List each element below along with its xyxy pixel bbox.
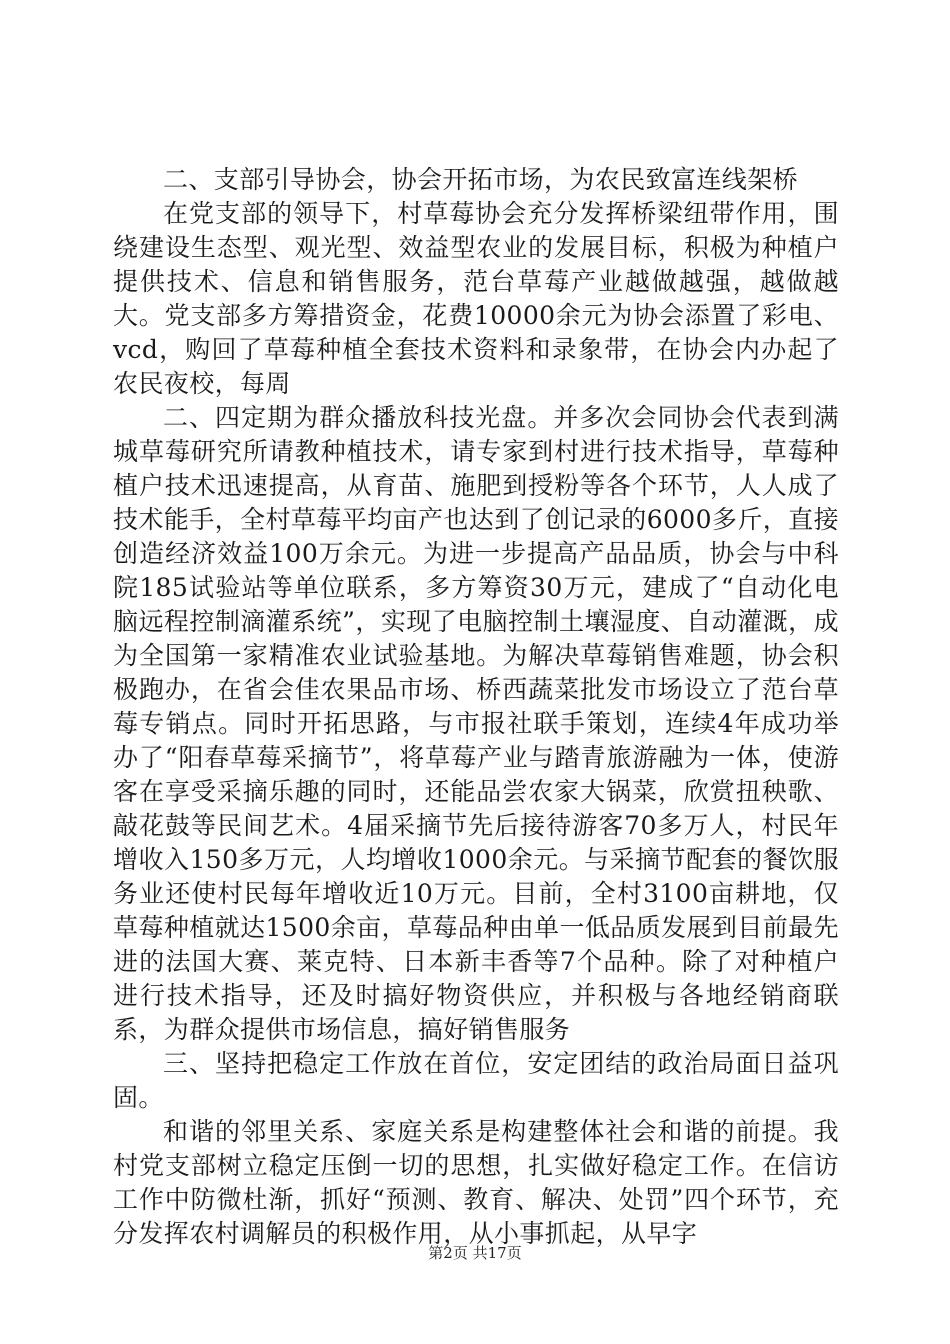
document-body — [113, 163, 839, 1251]
body-paragraph: 和谐的邻里关系、家庭关系是构建整体社会和谐的前提。我村党支部树立稳定压倒一切的思想，扎实做好稳定工作。在信访工作中防微杜渐，抓好“预测、教育、解决、处罚”四个环节，充分发挥农村调解员的积极作用，从小事抓起，从早字 — [113, 1117, 839, 1248]
body-paragraph: 二、四定期为群众播放科技光盘。并多次会同协会代表到满城草莓研究所请教种植技术，请专家到村进行技术指导，草莓种植户技术迅速提高，从育苗、施肥到授粉等各个环节，人人成了技术能手，全村草莓平均亩产也达到了创记录的6000多斤，直接创造经济效益100万余元。为进一步提高产品品质，协会与中科院185试验站等单位联系，多方筹资30万元，建成了“自动化电脑远程控制滴灌系统”，实现了电脑控制土壤湿度、自动灌溉，成为全国第一家精准农业试验基地。为解决草莓销售难题，协会积极跑办，在省会佳农果品市场、桥西蔬菜批发市场设立了范台草莓专销点。同时开拓思路，与市报社联手策划，连续4年成功举办了“阳春草莓采摘节”，将草莓产业与踏青旅游融为一体，使游客在享受采摘乐趣的同时，还能品尝农家大锅菜，欣赏扭秧歌、敲花鼓等民间艺术。4届采摘节先后接待游客70多万人，村民年增收入150多万元，人均增收1000余元。与采摘节配套的餐饮服务业还使村民每年增收近10万元。目前，全村3100亩耕地，仅草莓种植就达1500余亩，草莓品种由单一低品质发展到目前最先进的法国大赛、莱克特、日本新丰香等7个品种。除了对种植户进行技术指导，还及时搞好物资供应，并积极与各地经销商联系，为群众提供市场信息，搞好销售服务 — [113, 403, 839, 1044]
section-heading-3: 三、坚持把稳定工作放在首位，安定团结的政治局面日益巩固。 — [113, 1049, 839, 1112]
page-number-footer: 第2页 共17页 — [428, 1244, 522, 1262]
section-heading-2: 二、支部引导协会，协会开拓市场，为农民致富连线架桥 — [163, 165, 799, 194]
body-paragraph: 在党支部的领导下，村草莓协会充分发挥桥梁纽带作用，围绕建设生态型、观光型、效益型农业的发展目标，积极为种植户提供技术、信息和销售服务，范台草莓产业越做越强，越做越大。党支部多方筹措资金，花费10000余元为协会添置了彩电、vcd，购回了草莓种植全套技术资料和录象带，在协会内办起了农民夜校，每周 — [113, 199, 839, 398]
